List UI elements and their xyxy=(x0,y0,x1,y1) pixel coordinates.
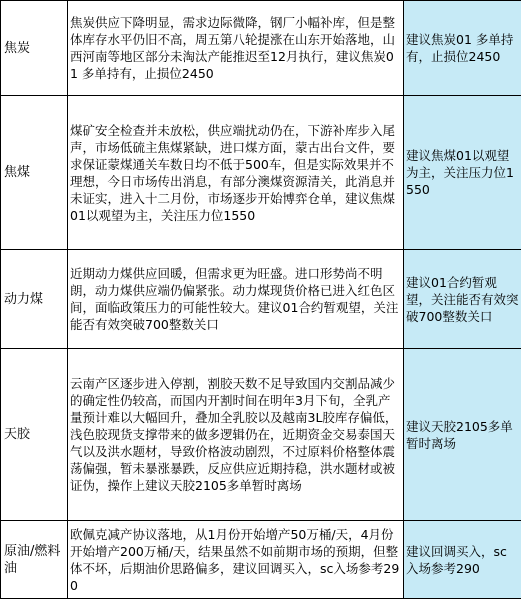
commodity-name: 焦炭 xyxy=(1,1,68,96)
commodity-name: 焦煤 xyxy=(1,96,68,250)
table-row xyxy=(1,96,521,250)
table-row xyxy=(1,521,521,599)
analysis-text: 近期动力煤供应回暖，但需求更为旺盛。进口形势尚不明朗，动力煤供应端仍偏紧张。动力煤现货价格已进入红色区间，面临政策压力的可能性较大。建议01合约暂观望，关注能否有效突破700整数关口 xyxy=(68,250,404,349)
commodity-name: 天胶 xyxy=(1,349,68,521)
table-row xyxy=(1,1,521,96)
table-row xyxy=(1,250,521,349)
advice-text: 建议回调买入，sc入场参考290 xyxy=(404,521,521,599)
analysis-text: 云南产区逐步进入停割，割胶天数不足导致国内交割品减少的确定性仍较高，而国内开割时间在明年3月下旬，全乳产量预计难以大幅回升，叠加全乳胶以及越南3L胶库存偏低，浅色胶现货支撑带来的做多逻辑仍在，近期资金交易泰国天气以及洪水题材，导致价格波动剧烈，不过原料价格整体震荡偏强，暂未暴涨暴跌，反应供应近期持稳，洪水题材或被证伪，操作上建议天胶2105多单暂时离场 xyxy=(68,349,404,521)
commodity-name: 原油/燃料油 xyxy=(1,521,68,599)
advice-text: 建议焦炭01 多单持有，止损位2450 xyxy=(404,1,521,96)
advice-text: 建议焦煤01以观望为主，关注压力位1550 xyxy=(404,96,521,250)
advice-text: 建议天胶2105多单暂时离场 xyxy=(404,349,521,521)
table-row xyxy=(1,349,521,521)
analysis-text: 欧佩克减产协议落地，从1月份开始增产50万桶/天，4月份开始增产200万桶/天，结果虽然不如前期市场的预期，但整体不坏，后期油价思路偏多，建议回调买入，sc入场参考290 xyxy=(68,521,404,599)
analysis-text: 煤矿安全检查并未放松，供应端扰动仍在，下游补库步入尾声，市场低硫主焦煤紧缺，进口煤方面，蒙古出台文件，要求保证蒙煤通关车数日均不低于500车，但是实际效果并不理想，今日市场传出消息，有部分澳煤资源清关，此消息并未证实，进入十二月份，市场逐步开始博弈仓单，建议焦煤01以观望为主，关注压力位1550 xyxy=(68,96,404,250)
commodity-name: 动力煤 xyxy=(1,250,68,349)
advice-text: 建议01合约暂观望，关注能否有效突破700整数关口 xyxy=(404,250,521,349)
analysis-text: 焦炭供应下降明显，需求边际微降，钢厂小幅补库，但是整体库存水平仍旧不高，周五第八轮提涨在山东开始落地，山西河南等地区部分未淘汰产能推迟至12月执行，建议焦炭01 多单持有，止损位2450 xyxy=(68,1,404,96)
